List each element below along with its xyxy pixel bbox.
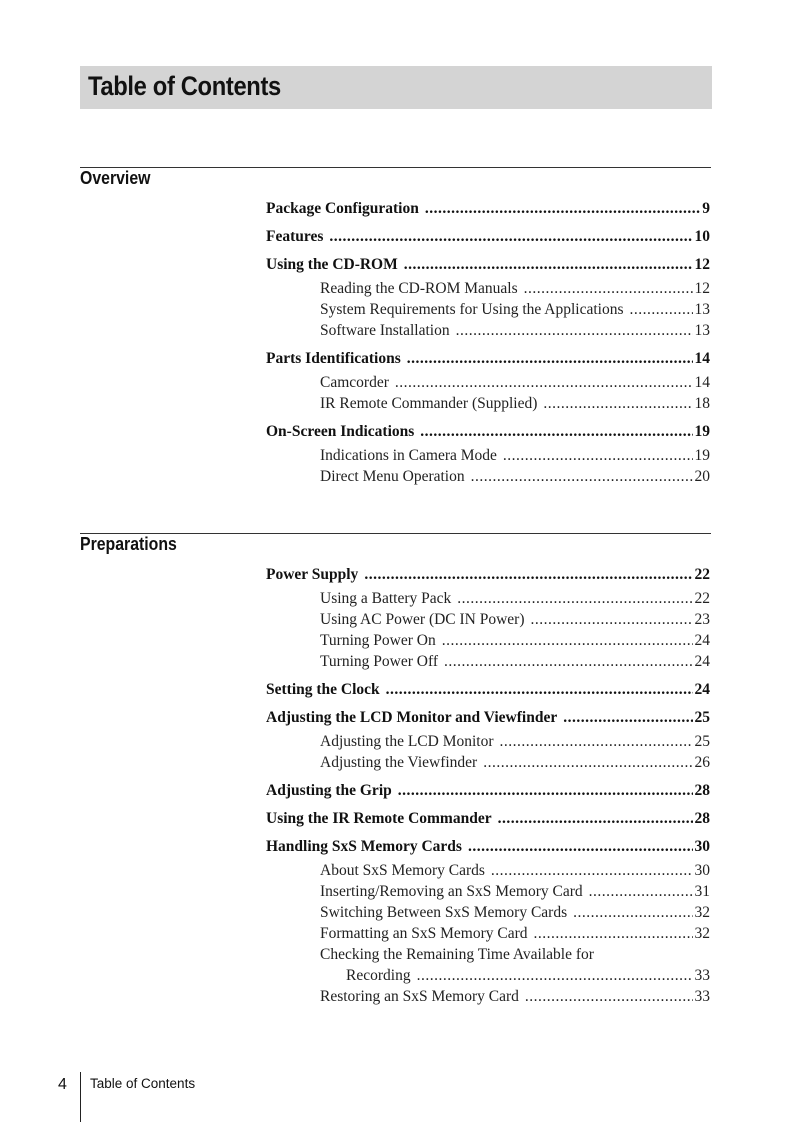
toc-entry-page: 24: [694, 681, 710, 698]
toc-entry-page: 12: [694, 256, 710, 273]
dot-leader: [404, 255, 693, 275]
toc-entry-page: 22: [694, 590, 710, 607]
dot-leader: [573, 902, 692, 923]
toc-entry-label: Restoring an SxS Memory Card: [320, 988, 519, 1005]
toc-entry-sub[interactable]: [266, 902, 710, 923]
toc-overview: [266, 199, 710, 487]
toc-entry-label: Switching Between SxS Memory Cards: [320, 904, 568, 921]
dot-leader: [468, 837, 693, 857]
dot-leader: [589, 881, 693, 902]
toc-entry-label: Setting the Clock: [266, 681, 380, 698]
toc-entry-sub[interactable]: [266, 731, 710, 752]
toc-entry-page: 19: [694, 447, 710, 464]
toc-entry-page: 30: [694, 862, 710, 879]
dot-leader: [395, 372, 693, 393]
title-bar: [80, 66, 712, 109]
toc-entry-page: 32: [694, 904, 710, 921]
dot-leader: [456, 320, 693, 341]
toc-entry-label: Indications in Camera Mode: [320, 447, 497, 464]
dot-leader: [417, 965, 693, 986]
toc-entry-page: 23: [694, 611, 710, 628]
toc-entry-sub[interactable]: [266, 445, 710, 466]
dot-leader: [563, 708, 692, 728]
toc-entry-label: On-Screen Indications: [266, 423, 415, 440]
toc-entry-page: 31: [694, 883, 710, 900]
dot-leader: [329, 227, 692, 247]
section-title-overview: Overview: [80, 168, 151, 188]
toc-entry-sub[interactable]: [266, 860, 710, 881]
toc-entry-page: 26: [694, 754, 710, 771]
toc-entry-label: Adjusting the Viewfinder: [320, 754, 478, 771]
toc-entry-main[interactable]: [266, 422, 710, 442]
toc-entry-page: 12: [694, 280, 710, 297]
toc-entry-page: 24: [694, 632, 710, 649]
toc-entry-label: Using a Battery Pack: [320, 590, 452, 607]
section-title-preparations: Preparations: [80, 534, 177, 554]
footer-title: Table of Contents: [90, 1076, 196, 1091]
page-title: Table of Contents: [88, 71, 281, 101]
toc-entry-label: Features: [266, 228, 324, 245]
toc-entry-sub[interactable]: [266, 881, 710, 902]
toc-entry-main[interactable]: [266, 781, 710, 801]
toc-entry-page: 9: [702, 200, 710, 217]
dot-leader: [471, 466, 693, 487]
dot-leader: [442, 630, 693, 651]
toc-entry-label: Software Installation: [320, 322, 450, 339]
dot-leader: [630, 299, 693, 320]
dot-leader: [524, 278, 693, 299]
toc-entry-sub[interactable]: [266, 278, 710, 299]
dot-leader: [531, 609, 693, 630]
toc-entry-main[interactable]: [266, 680, 710, 700]
toc-entry-main[interactable]: [266, 565, 710, 585]
toc-entry-label: Direct Menu Operation: [320, 468, 465, 485]
toc-entry-sub[interactable]: [266, 393, 710, 414]
toc-entry-label: Using AC Power (DC IN Power): [320, 611, 525, 628]
dot-leader: [534, 923, 693, 944]
toc-entry-label: System Requirements for Using the Applications: [320, 301, 624, 318]
dot-leader: [503, 445, 693, 466]
dot-leader: [498, 809, 693, 829]
toc-entry-page: 30: [694, 838, 710, 855]
toc-entry-page: 14: [694, 350, 710, 367]
toc-entry-page: 28: [694, 810, 710, 827]
toc-entry-continued[interactable]: Checking the Remaining Time Available for: [320, 946, 594, 963]
toc-entry-main[interactable]: [266, 255, 710, 275]
toc-entry-page: 13: [694, 322, 710, 339]
toc-entry-page: 32: [694, 925, 710, 942]
toc-entry-label: Parts Identifications: [266, 350, 401, 367]
section-divider: [80, 167, 711, 168]
toc-entry-sub[interactable]: [266, 588, 710, 609]
toc-entry-label: Formatting an SxS Memory Card: [320, 925, 528, 942]
toc-entry-sub[interactable]: [266, 651, 710, 672]
toc-entry-label: About SxS Memory Cards: [320, 862, 485, 879]
dot-leader: [483, 752, 692, 773]
dot-leader: [364, 565, 692, 585]
toc-entry-sub[interactable]: [266, 320, 710, 341]
dot-leader: [420, 422, 692, 442]
dot-leader: [386, 680, 693, 700]
toc-entry-sub[interactable]: [266, 986, 710, 1007]
toc-entry-page: 25: [694, 733, 710, 750]
toc-entry-page: 19: [694, 423, 710, 440]
toc-entry-page: 28: [694, 782, 710, 799]
toc-entry-label: Reading the CD-ROM Manuals: [320, 280, 518, 297]
toc-entry-sub[interactable]: [266, 372, 710, 393]
toc-entry-label: Power Supply: [266, 566, 359, 583]
dot-leader: [491, 860, 693, 881]
toc-entry-label: Using the CD-ROM: [266, 256, 398, 273]
dot-leader: [398, 781, 693, 801]
toc-entry-main[interactable]: [266, 349, 710, 369]
toc-entry-sub[interactable]: [266, 752, 710, 773]
dot-leader: [407, 349, 693, 369]
toc-entry-label: Adjusting the LCD Monitor and Viewfinder: [266, 709, 558, 726]
toc-entry-label: Camcorder: [320, 374, 389, 391]
toc-entry-sub[interactable]: [266, 466, 710, 487]
toc-entry-page: 22: [694, 566, 710, 583]
toc-entry-page: 10: [694, 228, 710, 245]
toc-entry-main[interactable]: [266, 199, 710, 219]
dot-leader: [457, 588, 692, 609]
toc-entry-sub[interactable]: [266, 965, 710, 986]
dot-leader: [543, 393, 692, 414]
dot-leader: [425, 199, 700, 219]
toc-entry-page: 14: [694, 374, 710, 391]
toc-entry-label: Package Configuration: [266, 200, 419, 217]
toc-entry-label: Adjusting the LCD Monitor: [320, 733, 494, 750]
page-number: 4: [58, 1076, 67, 1093]
dot-leader: [444, 651, 693, 672]
toc-entry-page: 25: [694, 709, 710, 726]
toc-entry-sub[interactable]: [266, 299, 710, 320]
toc-entry-main[interactable]: [266, 809, 710, 829]
toc-entry-page: 18: [694, 395, 710, 412]
toc-entry-page: 24: [694, 653, 710, 670]
toc-entry-label: Adjusting the Grip: [266, 782, 392, 799]
toc-entry-label: Turning Power On: [320, 632, 436, 649]
dot-leader: [525, 986, 693, 1007]
toc-entry-sub[interactable]: [266, 609, 710, 630]
toc-entry-label: Using the IR Remote Commander: [266, 810, 492, 827]
toc-preparations: [266, 565, 710, 1007]
toc-entry-page: 33: [694, 988, 710, 1005]
toc-entry-label: Recording: [346, 967, 411, 984]
toc-entry-label: Turning Power Off: [320, 653, 438, 670]
footer-divider: [80, 1072, 81, 1122]
toc-entry-main[interactable]: [266, 708, 710, 728]
toc-entry-page: 33: [694, 967, 710, 984]
toc-entry-label: IR Remote Commander (Supplied): [320, 395, 538, 412]
toc-entry-main[interactable]: [266, 227, 710, 247]
toc-entry-label: Handling SxS Memory Cards: [266, 838, 462, 855]
toc-entry-page: 13: [694, 301, 710, 318]
toc-entry-page: 20: [694, 468, 710, 485]
toc-entry-label: Inserting/Removing an SxS Memory Card: [320, 883, 583, 900]
toc-entry-sub[interactable]: [266, 923, 710, 944]
toc-entry-sub[interactable]: [266, 630, 710, 651]
toc-entry-main[interactable]: [266, 837, 710, 857]
dot-leader: [500, 731, 693, 752]
